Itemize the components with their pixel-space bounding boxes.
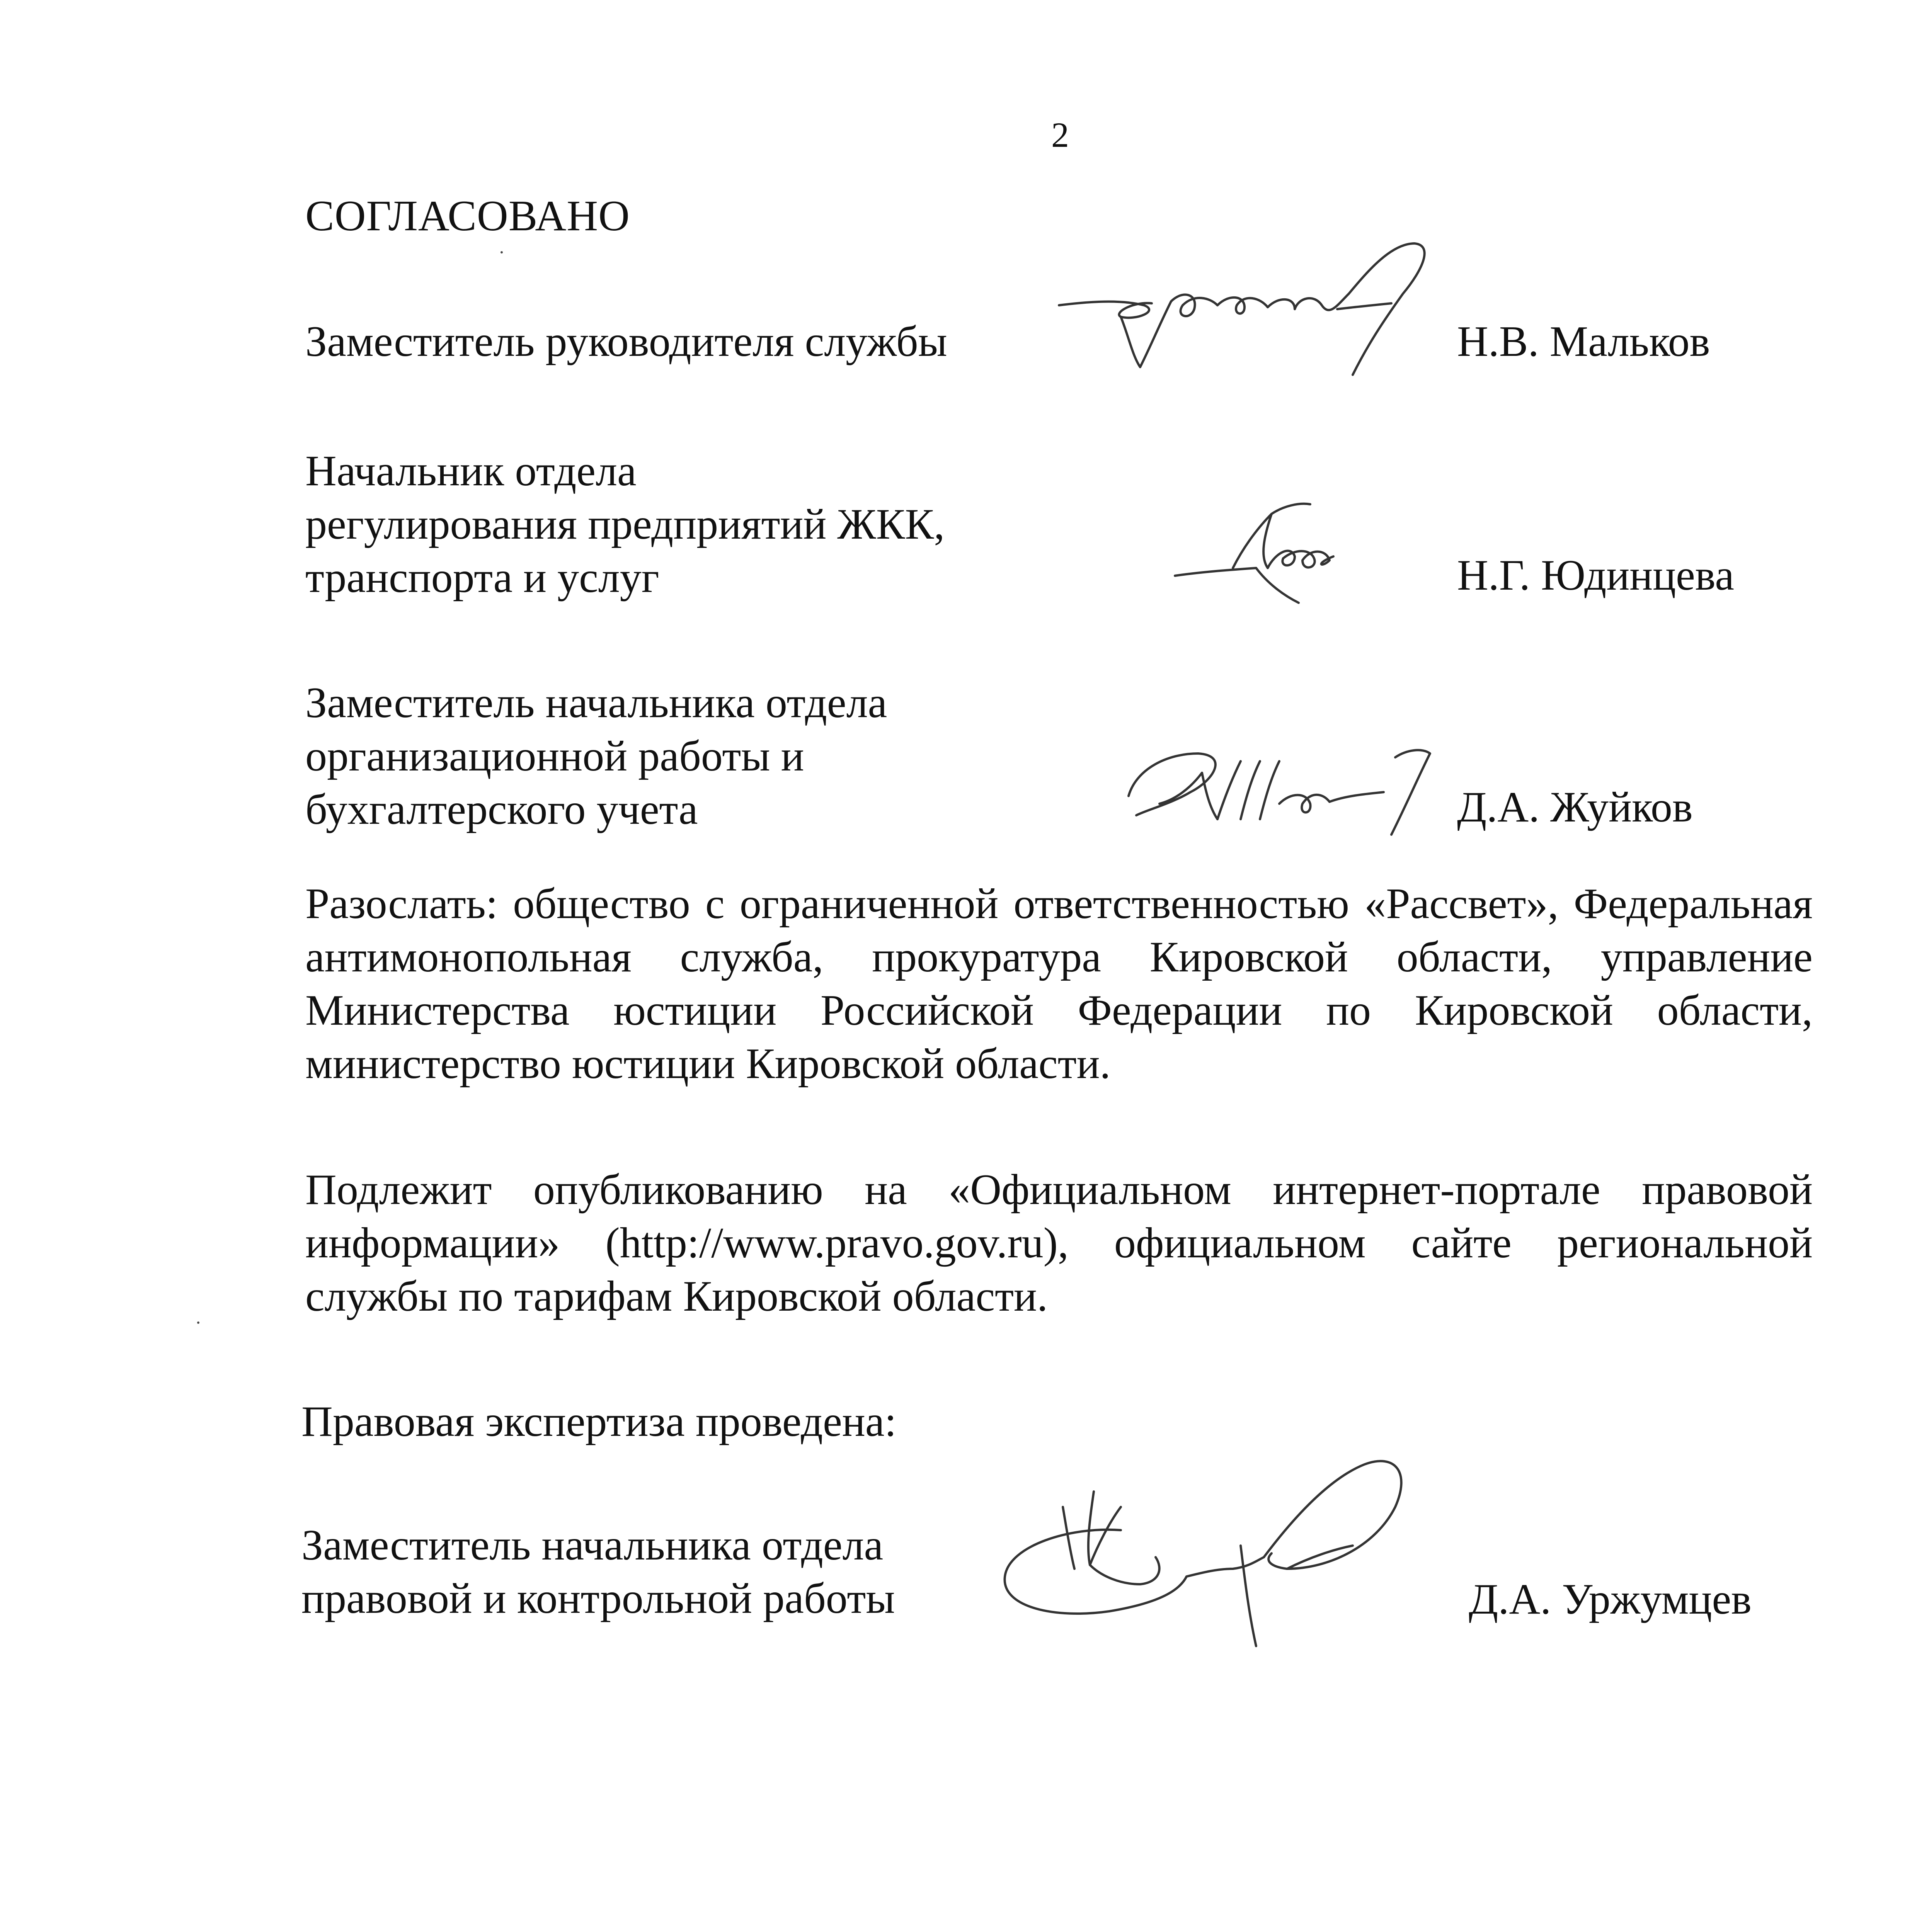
position-line: регулирования предприятий ЖКК, bbox=[305, 500, 945, 548]
position-line: транспорта и услуг bbox=[305, 554, 659, 602]
signature-zhuykov-icon bbox=[1113, 726, 1461, 850]
distribution-paragraph: Разослать: общество с ограниченной ответственностью «Рассвет», Федеральная антимонопольная служба, прокуратура Кировской области, управление Министерства юстиции Российской Федерации по Кировской области, министерство юстиции Кировской области. bbox=[305, 880, 1813, 1088]
signatory-3-position bbox=[305, 676, 887, 836]
position-line: организационной работы и bbox=[305, 732, 804, 780]
scan-speck bbox=[197, 1321, 199, 1324]
signatory-2-name: Н.Г. Юдинцева bbox=[1457, 551, 1734, 599]
signature-yudintseva-icon bbox=[1167, 491, 1399, 614]
position-line: Начальник отдела bbox=[305, 447, 637, 495]
position-line: правовой и контрольной работы bbox=[301, 1575, 895, 1622]
position-line: Заместитель руководителя службы bbox=[305, 318, 947, 366]
legal-review-position bbox=[301, 1519, 895, 1625]
position-line: Заместитель начальника отдела bbox=[301, 1521, 884, 1569]
legal-review-name: Д.А. Уржумцев bbox=[1469, 1575, 1752, 1623]
page-number: 2 bbox=[1051, 115, 1069, 155]
position-line: бухгалтерского учета bbox=[305, 786, 698, 833]
publication-paragraph: Подлежит опубликованию на «Официальном интернет-портале правовой информации» (http://www.pravo.gov.ru), официальном сайте региональной службы по тарифам Кировской области. bbox=[305, 1166, 1813, 1320]
signatory-3-name: Д.А. Жуйков bbox=[1457, 783, 1693, 831]
signature-urzhumtsev-icon bbox=[993, 1430, 1496, 1669]
signatory-1-position bbox=[305, 315, 947, 368]
signatory-1-name: Н.В. Мальков bbox=[1457, 318, 1710, 366]
legal-review-heading: Правовая экспертиза проведена: bbox=[301, 1398, 897, 1446]
approval-heading: СОГЛАСОВАНО bbox=[305, 192, 630, 240]
signatory-2-position bbox=[305, 444, 945, 604]
signature-malkov-icon bbox=[1044, 228, 1507, 398]
scan-speck bbox=[501, 251, 503, 253]
position-line: Заместитель начальника отдела bbox=[305, 679, 887, 727]
